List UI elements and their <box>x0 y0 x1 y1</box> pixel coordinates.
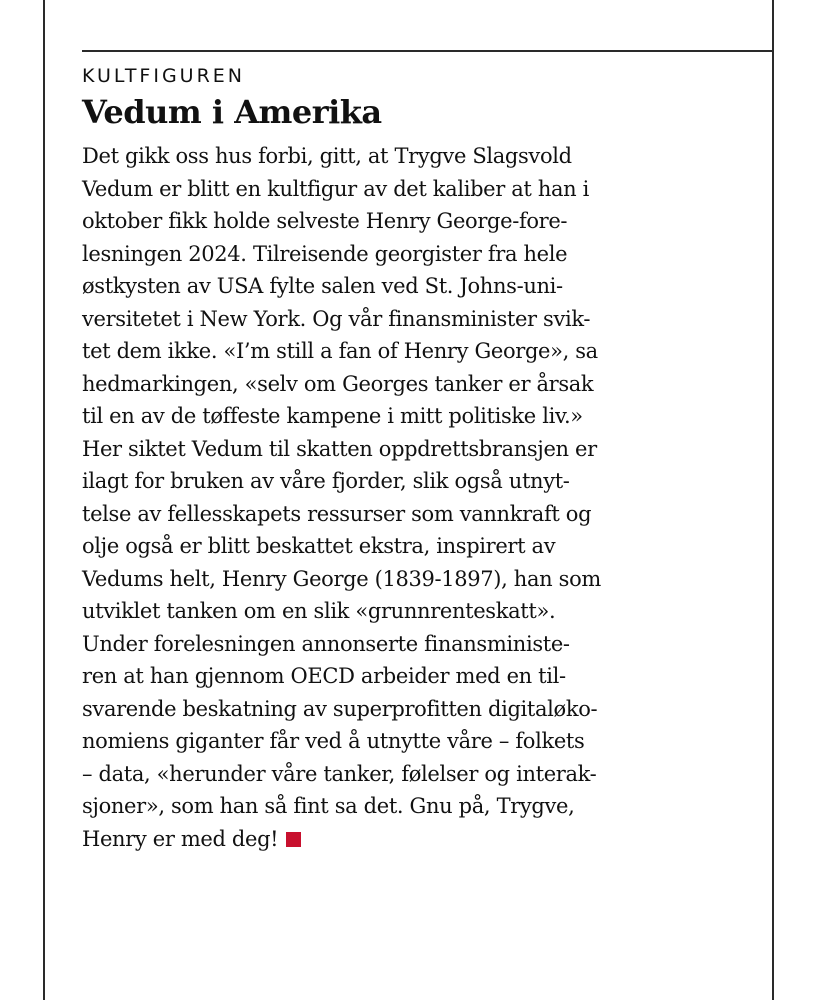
body-line: Vedums helt, Henry George (1839-1897), han som <box>82 566 601 591</box>
body-line-text: Henry er med deg! <box>82 826 279 851</box>
article-body <box>82 140 772 855</box>
body-line: ilagt for bruken av våre fjorder, slik også utnyt- <box>82 469 570 493</box>
end-mark-icon <box>286 832 301 847</box>
body-line: sjoner», som han så fint sa det. Gnu på, Trygve, <box>82 794 575 818</box>
kicker-label: KULTFIGUREN <box>82 65 246 87</box>
article-column <box>82 50 772 855</box>
body-line: nomiens giganter får ved å utnytte våre – folkets <box>82 729 585 753</box>
body-line: svarende beskatning av superprofitten digitaløko- <box>82 696 598 721</box>
body-line: ren at han gjennom OECD arbeider med en til- <box>82 664 566 688</box>
body-line: oktober fikk holde selveste Henry George-fore- <box>82 209 568 233</box>
body-line: Under forelesningen annonserte finansministe- <box>82 631 570 656</box>
page-border-right <box>772 0 774 1000</box>
body-line: olje også er blitt beskattet ekstra, inspirert av <box>82 534 556 558</box>
body-line: Det gikk oss hus forbi, gitt, at Trygve Slagsvold <box>82 144 572 168</box>
body-line: Vedum er blitt en kultfigur av det kaliber at han i <box>82 176 590 201</box>
body-line: versitetet i New York. Og vår finansminister svik- <box>82 306 591 331</box>
body-line-last <box>82 823 772 856</box>
body-line: til en av de tøffeste kampene i mitt politiske liv.» <box>82 404 583 428</box>
headline: Vedum i Amerika <box>82 93 382 131</box>
body-line: telse av fellesskapets ressurser som vannkraft og <box>82 501 592 526</box>
body-line: Her siktet Vedum til skatten oppdrettsbransjen er <box>82 436 597 461</box>
body-line: tet dem ikke. «I’m still a fan of Henry George», sa <box>82 339 598 363</box>
body-line: – data, «herunder våre tanker, følelser og interak- <box>82 761 597 786</box>
body-line: utviklet tanken om en slik «grunnrenteskatt». <box>82 599 556 623</box>
top-rule <box>82 50 772 52</box>
body-line: hedmarkingen, «selv om Georges tanker er årsak <box>82 371 594 396</box>
body-line: østkysten av USA fylte salen ved St. Johns-uni- <box>82 274 563 298</box>
page-border-left <box>43 0 45 1000</box>
body-line: lesningen 2024. Tilreisende georgister fra hele <box>82 241 568 266</box>
